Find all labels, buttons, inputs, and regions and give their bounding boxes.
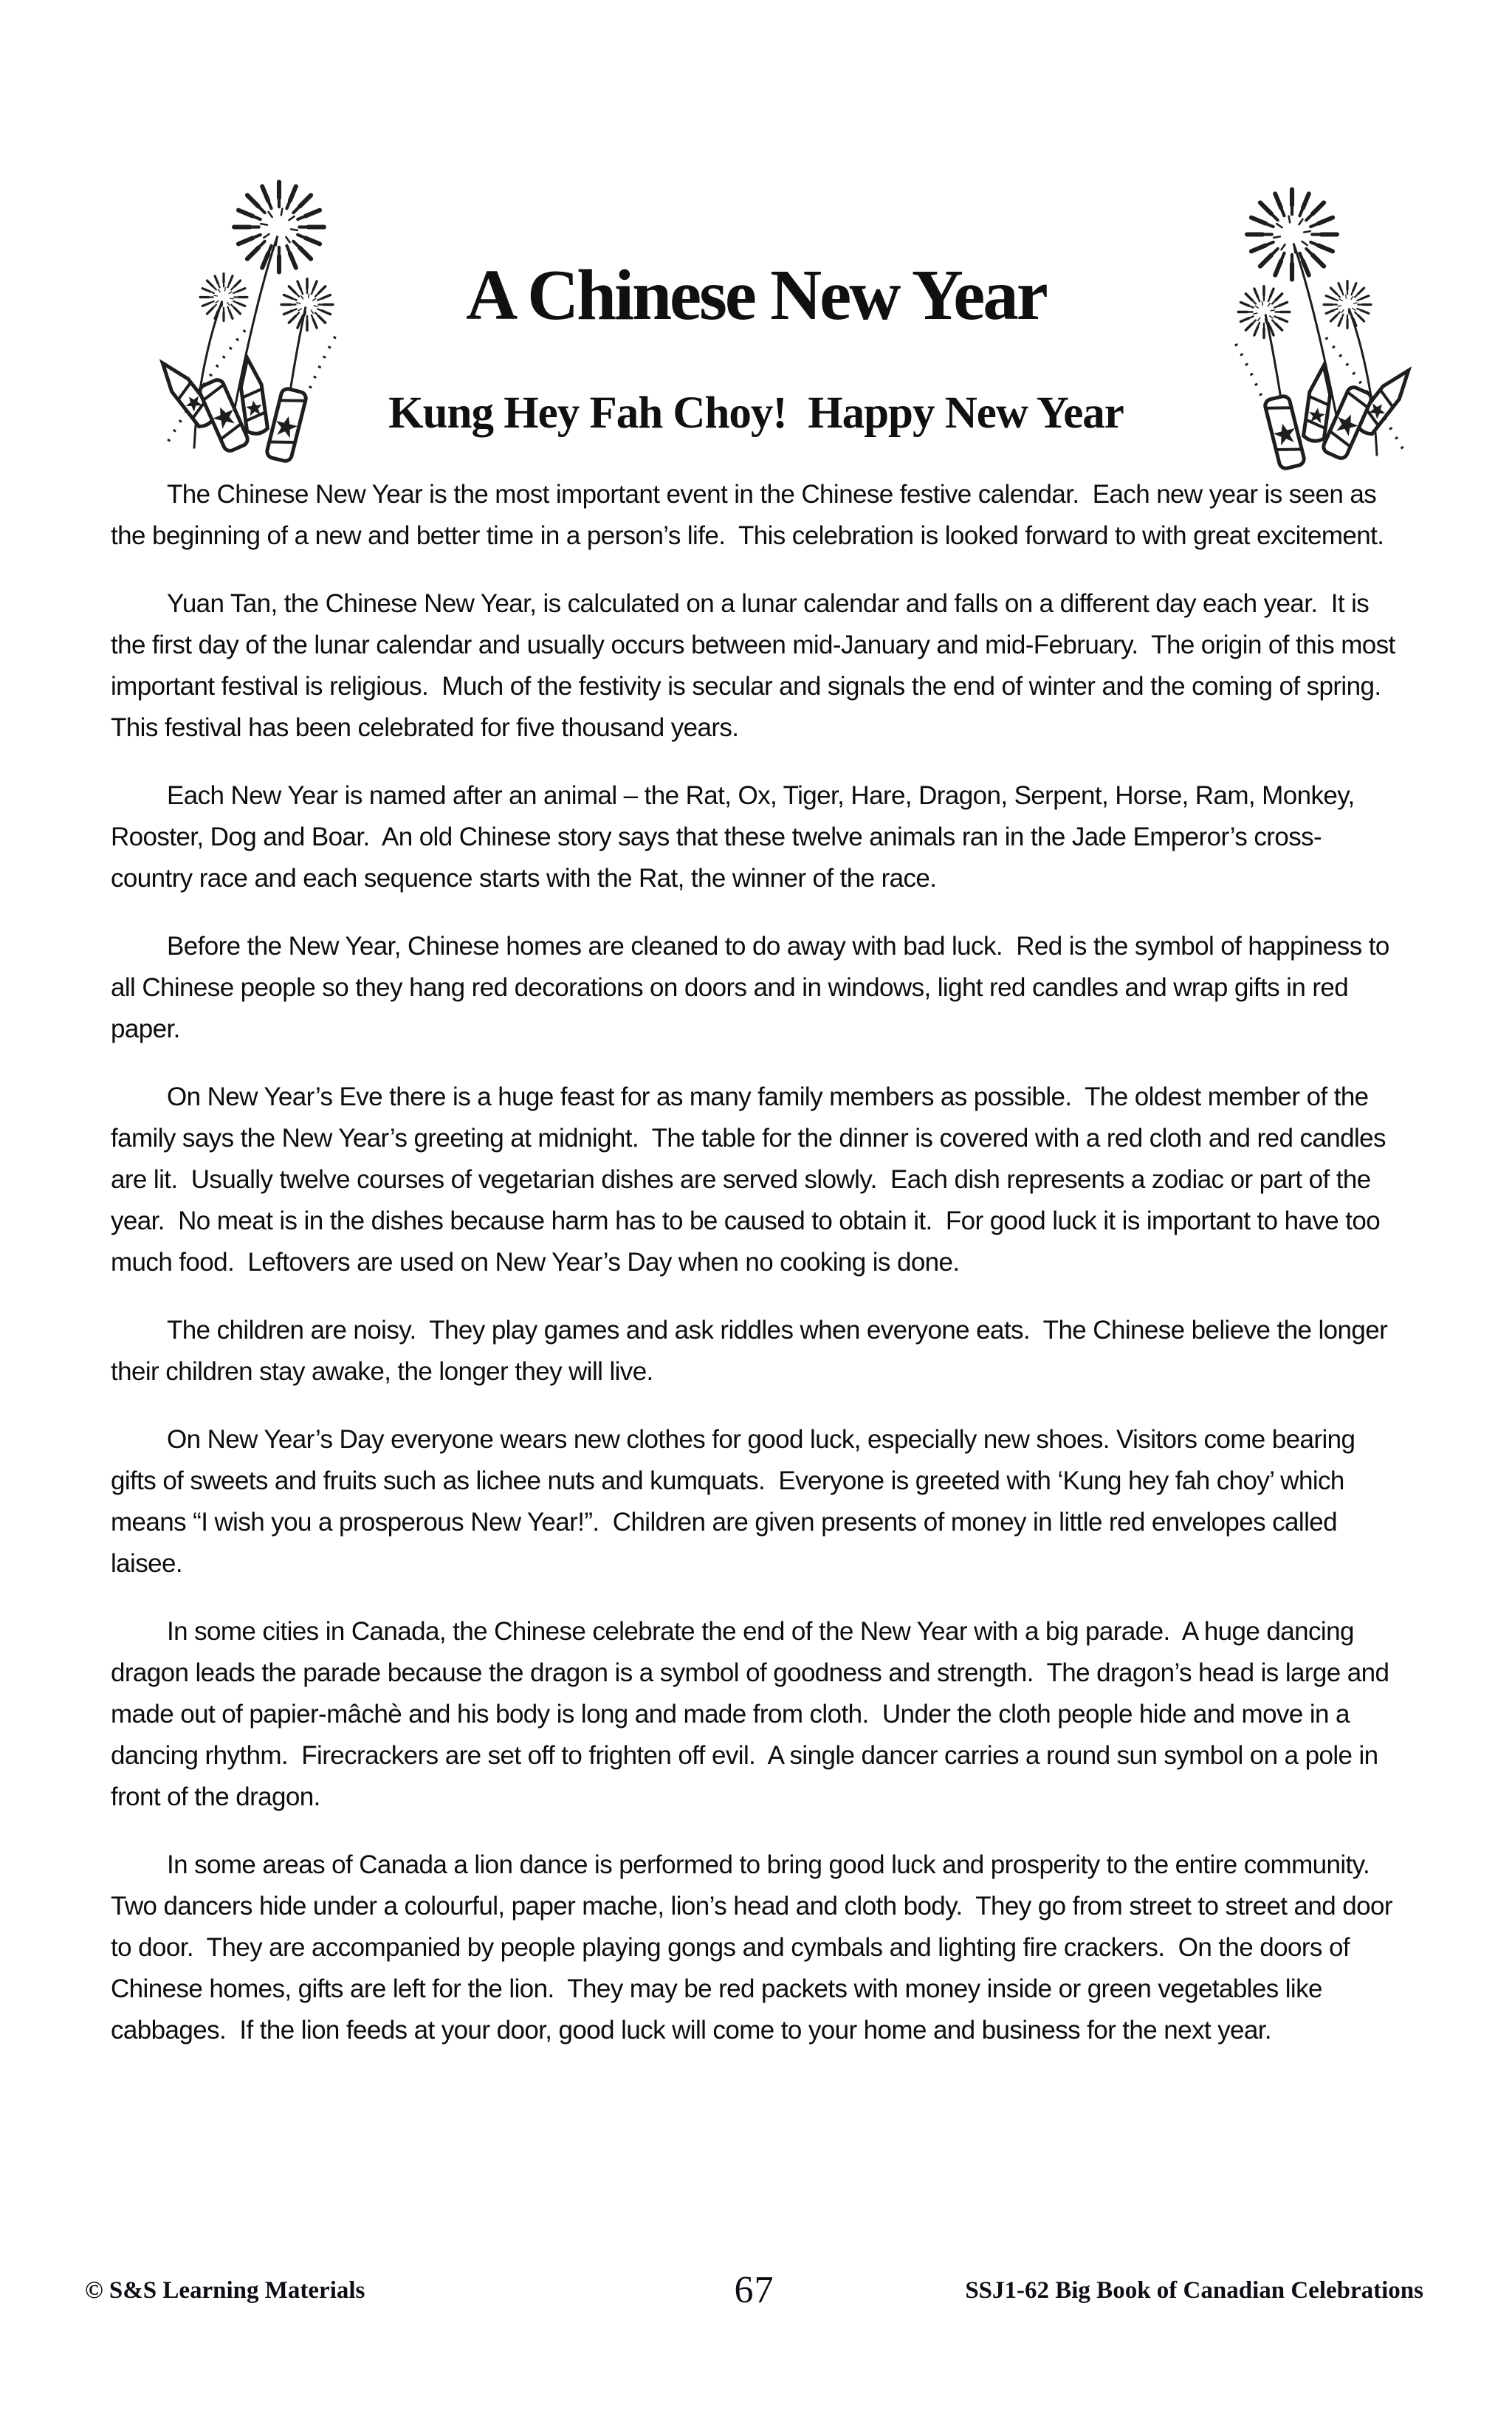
body-paragraph: In some cities in Canada, the Chinese celebrate the end of the New Year with a big parade. A huge dancing dragon leads the parade because the dragon is a symbol of goodness and strength. The dragon’s head is large and made out of papier-mâchè and his body is long and made from cloth. Under the cloth people hide and move in a dancing rhythm. Firecrackers are set off to frighten off evil. A single dancer carries a round sun symbol on a pole in front of the dragon. xyxy=(111,1617,1396,1811)
footer-source: SSJ1-62 Big Book of Canadian Celebrations xyxy=(965,2277,1423,2304)
body-paragraph: Before the New Year, Chinese homes are cleaned to do away with bad luck. Red is the symbol of happiness to all Chinese people so they hang red decorations on doors and in windows, light red candles and wrap gifts in red paper. xyxy=(111,932,1396,1043)
page-subtitle: Kung Hey Fah Choy! Happy New Year xyxy=(388,388,1124,438)
body-paragraph: On New Year’s Eve there is a huge feast for as many family members as possible. The oldest member of the family says the New Year’s greeting at midnight. The table for the dinner is covered with a red cloth and red candles are lit. Usually twelve courses of vegetarian dishes are served slowly. Each dish represents a zodiac or part of the year. No meat is in the dishes because harm has to be caused to obtain it. For good luck it is important to have too much food. Leftovers are used on New Year’s Day when no cooking is done. xyxy=(111,1082,1393,1277)
body-paragraph: In some areas of Canada a lion dance is performed to bring good luck and prosperity to the entire community. Two dancers hide under a colourful, paper mache, lion’s head and cloth body. They go from street to street and door to door. They are accompanied by people playing gongs and cymbals and lighting fire crackers. On the doors of Chinese homes, gifts are left for the lion. They may be red packets with money inside or green vegetables like cabbages. If the lion feeds at your door, good luck will come to your home and business for the next year. xyxy=(111,1850,1400,2045)
article-body xyxy=(111,474,1402,2078)
body-paragraph: Each New Year is named after an animal – the Rat, Ox, Tiger, Hare, Dragon, Serpent, Horse, Ram, Monkey, Rooster, Dog and Boar. An old Chinese story says that these twelve animals ran in the Jade Emperor’s cross-country race and each sequence starts with the Rat, the winner of the race. xyxy=(111,781,1361,893)
page-footer xyxy=(85,2268,1423,2313)
body-paragraph: On New Year’s Day everyone wears new clothes for good luck, especially new shoes. Visitors come bearing gifts of sweets and fruits such as lichee nuts and kumquats. Everyone is greeted with ‘Kung hey fah choy’ which means “I wish you a prosperous New Year!”. Children are given presents of money in little red envelopes called laisee. xyxy=(111,1425,1362,1578)
body-paragraph: The Chinese New Year is the most important event in the Chinese festive calendar. Each new year is seen as the beginning of a new and better time in a person’s life. This celebration is looked forward to with great excitement. xyxy=(111,480,1384,550)
body-paragraph: Yuan Tan, the Chinese New Year, is calculated on a lunar calendar and falls on a different day each year. It is the first day of the lunar calendar and usually occurs between mid-January and mid-February. The origin of this most important festival is religious. Much of the festivity is secular and signals the end of winter and the coming of spring. This festival has been celebrated for five thousand years. xyxy=(111,589,1402,742)
page-title: A Chinese New Year xyxy=(466,255,1046,334)
footer-copyright: © S&S Learning Materials xyxy=(85,2277,365,2304)
body-paragraph: The children are noisy. They play games and ask riddles when everyone eats. The Chinese believe the longer their children stay awake, the longer they will live. xyxy=(111,1316,1395,1386)
footer-page-number: 67 xyxy=(734,2269,774,2311)
